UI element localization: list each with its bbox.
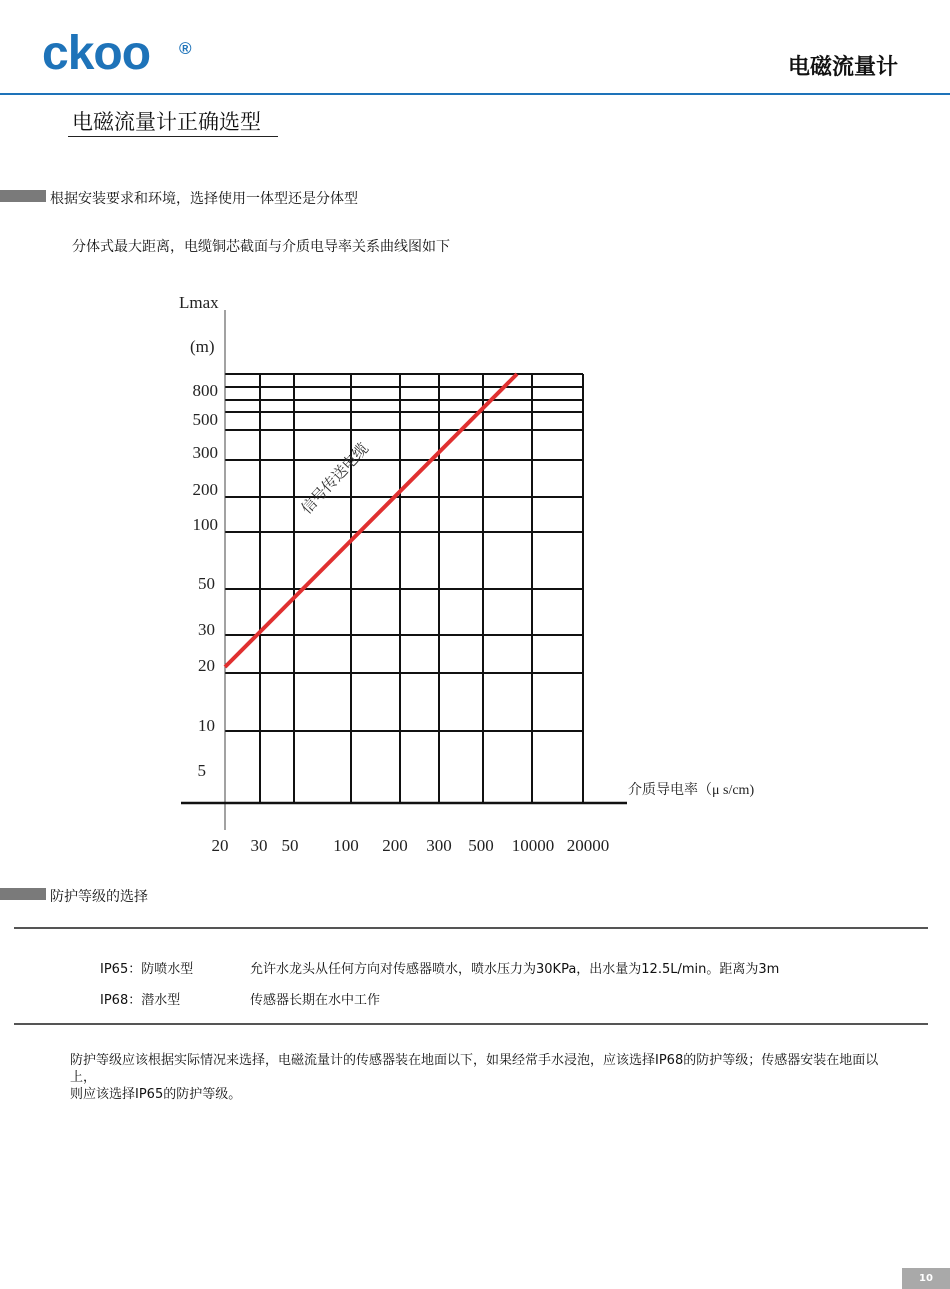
y-tick-label: 800 [192,381,218,400]
y-tick-label: 50 [198,574,215,593]
section-heading-install: 根据安装要求和环境，选择使用一体型还是分体型 [50,191,358,207]
series-line-signal-cable [225,374,517,667]
x-tick-label: 50 [281,836,299,855]
table-cell-desc: 允许水龙头从任何方向对传感器喷水，喷水压力为30KPa，出水量为12.5L/min。距离为3m [250,962,780,977]
x-tick-label: 20000 [566,836,610,855]
x-axis-label-unit: μ s/cm) [712,783,755,798]
table-cell-code: IP65：防喷水型 [100,962,194,977]
x-tick-label: 30 [250,836,268,855]
chart-grid-horizontal [225,374,583,731]
table-cell-desc: 传感器长期在水中工作 [250,993,381,1008]
header-title: 电磁流量计 [787,55,898,80]
y-tick-label: 10 [198,716,215,735]
note-line: 防护等级应该根据实际情况来选择，电磁流量计的传感器装在地面以下，如果经常手水浸泡，应该选择IP68的防护等级；传感器安装在地面以上， [70,1053,879,1085]
y-tick-label: 20 [198,656,215,675]
page-title: 电磁流量计正确选型 [72,110,261,134]
y-tick-label: 5 [197,761,206,780]
table-cell-code: IP68：潜水型 [100,993,181,1008]
y-tick-label: 100 [192,515,218,534]
registered-mark: ® [179,39,192,58]
x-tick-label: 300 [426,836,452,855]
y-axis-unit: (m) [190,337,215,356]
line-annotation: 信号传送电缆 [297,439,373,518]
y-axis-label: Lmax [179,293,219,312]
section-heading-protection: 防护等级的选择 [50,889,148,905]
x-axis-label-text: 介质导电率（ [628,782,712,798]
y-tick-label: 30 [198,620,215,639]
x-tick-label: 500 [468,836,494,855]
y-tick-label: 300 [192,443,218,462]
y-tick-label: 500 [192,410,218,429]
y-tick-label: 200 [192,480,218,499]
chart-intro-text: 分体式最大距离，电缆铜芯截面与介质电导率关系曲线图如下 [72,239,450,255]
x-tick-label: 200 [382,836,408,855]
brand-logo: ckoo [42,27,151,80]
table-bottom-rule [14,1023,928,1025]
x-axis-label [628,783,754,798]
x-tick-label: 20 [211,836,229,855]
protection-note [70,1052,900,1103]
note-line: 则应该选择IP65的防护等级。 [70,1087,242,1102]
page-number: 10 [902,1268,950,1289]
x-tick-label: 100 [333,836,359,855]
x-tick-label: 10000 [511,836,555,855]
section-marker [0,888,46,900]
table-top-rule [14,927,928,929]
